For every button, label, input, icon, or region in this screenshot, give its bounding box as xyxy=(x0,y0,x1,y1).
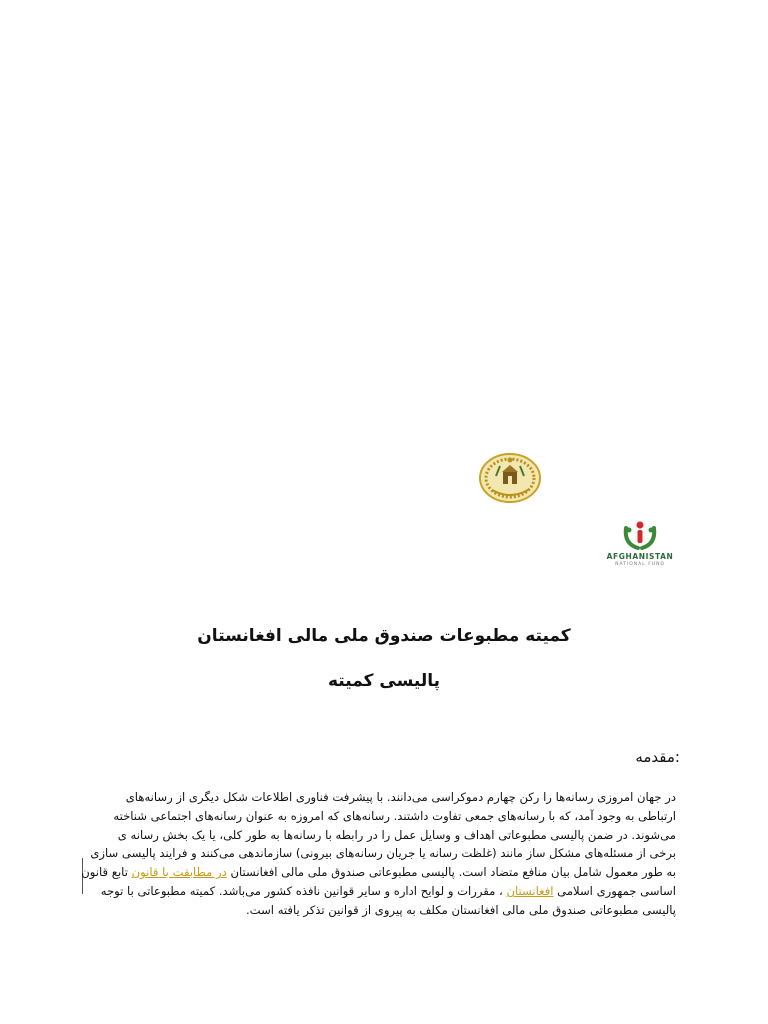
paragraph-line: می‌شوند. در ضمن پالیسی مطبوعاتی اهداف و وسایل عمل را در رابطه با رسانه‌ها به طور کلی، یا یک بخش رسانه ی xyxy=(117,827,676,842)
paragraph-line-text: به طور معمول شامل بیان منافع متضاد است. پالیسی مطبوعاتی صندوق ملی مالی افغانستان xyxy=(230,865,676,880)
paragraph-line: ارتباطی به وجود آمد، که با رسانه‌های جمعی تفاوت داشتند. رسانه‌های که امروزه به عنوان رسانه‌های اجتماعی شناخته xyxy=(113,808,676,823)
paragraph-line xyxy=(81,863,676,882)
document-title: کمیته مطبوعات صندوق ملی مالی افغانستان xyxy=(197,626,571,646)
introduction-paragraph xyxy=(81,788,676,920)
afghanistan-link[interactable]: افغانستان xyxy=(506,883,554,898)
anf-logo-subtext: NATIONAL FUND xyxy=(615,562,665,567)
paragraph-line-text: اساسی جمهوری اسلامی xyxy=(557,883,676,898)
paragraph-line xyxy=(100,882,676,901)
law-compliance-link[interactable]: در مطابقت با قانون xyxy=(131,865,227,880)
afghanistan-national-fund-logo xyxy=(600,518,680,576)
paragraph-line-tail: ، مقررات و لوایح اداره و سایر قوانین نافذه کشور می‌باشد. کمیته مطبوعاتی با توجه xyxy=(100,883,503,898)
afghanistan-emblem-icon xyxy=(478,452,542,504)
section-heading: :مقدمه xyxy=(635,748,680,766)
paragraph-line: در جهان امروزی رسانه‌ها را رکن چهارم دموکراسی می‌دانند. با پیشرفت فناوری اطلاعات شکل دیگری از رسانه‌های xyxy=(125,790,676,804)
paragraph-line: پالیسی مطبوعاتی صندوق ملی مالی افغانستان مکلف به پیروی از قوانین تذکر یافته است. xyxy=(246,902,676,917)
anf-logo-text: AFGHANISTAN xyxy=(606,552,674,561)
paragraph-line: برخی از مسئله‌های مشکل ساز مانند (غلظت رسانه یا جریان رسانه‌های بیرونی) سازماندهی می‌کنند و فرایند پالیسی سازی xyxy=(90,846,676,861)
paragraph-line-tail: تابع قانون xyxy=(81,865,128,880)
document-subtitle: پالیسی کمیته xyxy=(328,671,440,691)
